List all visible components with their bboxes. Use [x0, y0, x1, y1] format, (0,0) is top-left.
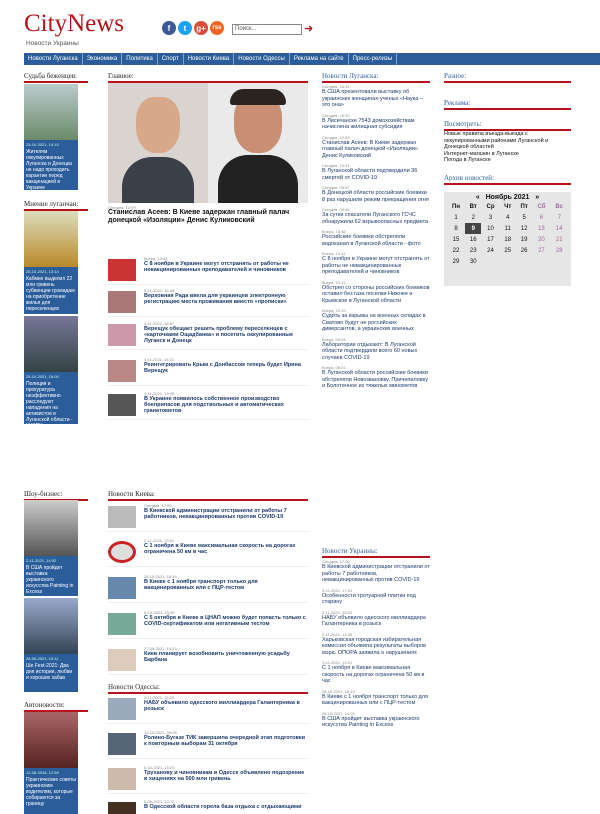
- feed-date: Сегодня, 17:05: [322, 559, 350, 564]
- feed-item[interactable]: [322, 163, 430, 181]
- weekday-label: Вс: [555, 203, 564, 210]
- news-date: 5-09-2021, 12:12: [144, 799, 175, 804]
- news-photo: [24, 84, 78, 140]
- card-date: 25-10-2021, 13:14: [26, 269, 59, 274]
- card-date: 25-10-2021, 14:10: [26, 142, 59, 147]
- news-thumb: [108, 613, 136, 635]
- calendar-day[interactable]: 4: [506, 214, 510, 221]
- news-date: 5-10-2021, 15:39: [144, 610, 175, 615]
- nav-item-lugansk[interactable]: Новости Луганска: [24, 53, 83, 65]
- calendar-day[interactable]: 19: [520, 236, 528, 243]
- card-date: 2-11-2021, 14:02: [26, 558, 57, 563]
- feed-item[interactable]: [322, 689, 430, 707]
- news-text: Верещук обещает решить проблему переселенцев с «карточками Ощадбанка» и посетить оккупированные Луганск и Донецк: [144, 326, 294, 344]
- feed-text: В США пройдет выставка украинского искусства Painting in Excess: [322, 715, 420, 728]
- news-date: 4-11-2021, 13:09: [144, 391, 175, 396]
- show-card-1[interactable]: [24, 500, 78, 596]
- calendar-day[interactable]: 26: [520, 247, 528, 254]
- news-date: Вчера, 13:53: [144, 256, 168, 261]
- visit-title: Посмотреть:: [444, 120, 571, 131]
- show-card-2[interactable]: [24, 598, 78, 692]
- calendar-prev-button[interactable]: «: [475, 194, 480, 201]
- news-text: Верховная Рада ввела для украинцев электронную регистрацию места проживания вместо «прописки»: [144, 293, 287, 305]
- feed-date: Вчера, 08:21: [322, 365, 346, 370]
- lugansk-title: Новости Луганска:: [322, 72, 430, 83]
- news-text: С 8 ноября в Украине могут отстранять от работы не невакцинированных преподавателей и чиновников: [144, 261, 289, 273]
- search-arrow-icon[interactable]: ➜: [304, 23, 314, 35]
- rss-icon[interactable]: rss: [210, 21, 224, 35]
- feed-item[interactable]: [322, 185, 430, 203]
- feed-text: Обстрел со стороны российских боевиков оставил без газа поселки Нижнее и Крымское в Луганской области: [322, 284, 430, 304]
- news-thumb: [108, 698, 136, 720]
- news-text: Киев планирует возобновить уничтоженную усадьбу Барбана: [144, 651, 290, 663]
- feed-item[interactable]: [322, 588, 430, 606]
- calendar-day[interactable]: 7: [557, 214, 561, 221]
- feed-item[interactable]: [322, 251, 430, 276]
- feed-text: Харьковская городская избирательная комиссия объявила результаты выборов мэра. ОПОРА заявила о нарушениях: [322, 636, 426, 656]
- archive-calendar: [444, 192, 571, 286]
- feed-text: НАБУ объявило одесского миллиардера Галантерника в розыск: [322, 614, 426, 627]
- news-thumb: [108, 360, 136, 382]
- calendar-day[interactable]: 1: [454, 214, 458, 221]
- weekday-label: Ср: [486, 203, 495, 210]
- news-text: В Киеве с 1 ноября транспорт только для вакцинированных или с ПЦР-тестом: [144, 579, 258, 591]
- news-item[interactable]: [108, 694, 308, 724]
- feed-date: Сегодня, 09:57: [322, 185, 350, 190]
- feed-text: В Луганской области российские боевики обстреляли Новозвановку, Причепиловку и Болотенное из тяжелых минометов: [322, 370, 428, 389]
- calendar-day[interactable]: 17: [487, 236, 494, 243]
- news-item[interactable]: [108, 287, 308, 317]
- calendar-day[interactable]: 10: [487, 225, 494, 232]
- nav-item-press[interactable]: Пресс-релизы: [349, 53, 397, 65]
- feed-date: 1-11-2021, 13:01: [322, 660, 353, 665]
- weekday-label: Вт: [469, 203, 477, 210]
- feed-date: Вчера, 10:19: [322, 308, 346, 313]
- feed-text: Российские боевики обстреляли водоканал в Луганской области - фото: [322, 234, 421, 247]
- news-item[interactable]: [108, 609, 308, 639]
- portrait-right: [208, 83, 308, 203]
- news-text: С 1 ноября в Киеве максимальная скорость на дорогах ограничена 50 км в час: [144, 543, 296, 555]
- feed-text: Станислав Асеев: В Киеве задержан главный палач донецкой «Изоляции» Денис Куликовский: [322, 139, 418, 159]
- feed-item[interactable]: [322, 280, 430, 305]
- card-date: 26-06-2021, 10:11: [26, 656, 59, 661]
- news-photo: [24, 598, 78, 654]
- news-photo: [24, 500, 78, 556]
- feed-date: Вчера, 15:46: [322, 229, 346, 234]
- calendar-day[interactable]: 5: [522, 214, 526, 221]
- calendar-day[interactable]: 28: [555, 247, 563, 254]
- feed-date: 26-10-2021, 14:02: [322, 710, 355, 716]
- calendar-day[interactable]: 18: [504, 236, 512, 243]
- calendar-day[interactable]: 30: [469, 258, 477, 265]
- lugansk-feed: [322, 84, 430, 542]
- calendar-day-today[interactable]: 9: [465, 223, 481, 234]
- news-item[interactable]: [108, 537, 308, 567]
- nav-item-odesa[interactable]: Новости Одессы: [234, 53, 290, 65]
- refugees-card[interactable]: [24, 84, 78, 190]
- calendar-day[interactable]: 13: [538, 225, 545, 232]
- kyiv-title: Новости Киева:: [108, 490, 308, 501]
- feed-date: Сегодня, 16:20: [322, 112, 350, 118]
- calendar-day[interactable]: 8: [454, 225, 458, 232]
- opinion-card-1[interactable]: [24, 211, 78, 314]
- news-date: 4-11-2021, 18:57: [144, 321, 175, 326]
- lead-headline[interactable]: Станислав Асеев: В Киеве задержан главный палач донецкой «Изоляции» Денис Куликовский: [108, 209, 290, 224]
- news-text: Труханову и чиновникам в Одессе объявлено подозрение в хищениях на 500 млн гривень: [144, 770, 305, 782]
- feed-text: За сутки спасатели Луганского ГСЧС обнаружили 62 взрывоопасных предмета: [322, 212, 429, 225]
- news-text: Реинтегрировать Крым с Донбассом теперь будет Ирина Верещук: [144, 362, 301, 374]
- calendar-day[interactable]: 24: [487, 247, 494, 254]
- news-date: 2-11-2021, 13:01: [144, 538, 175, 543]
- nav-item-economy[interactable]: Экономика: [83, 53, 123, 65]
- site-tagline: Новости Украины: [26, 40, 79, 47]
- news-item[interactable]: [108, 255, 308, 285]
- card-date: 25-10-2021, 16:00: [26, 374, 59, 379]
- news-text: В Киевской администрации отстранили от работы 7 работников, невакцинированных против COVID-19: [144, 508, 287, 520]
- card-text: Полиция и прокуратура неэффективно расследуют нападения на активистов в Луганской области - УКСПЧ: [26, 381, 73, 429]
- feed-date: 3-11-2021, 17:00: [322, 587, 353, 593]
- archive-title: Архив новостей:: [444, 174, 571, 185]
- feed-date: Сегодня, 12:09: [322, 134, 350, 140]
- feed-item[interactable]: [322, 135, 430, 160]
- feed-text: Лаборатории отдыхают: В Луганской области подтвердили всего 60 новых случаев COVID-19: [322, 341, 418, 361]
- news-photo: [24, 712, 78, 768]
- visit-link[interactable]: Интернет-магазин в Луганске: [444, 150, 519, 157]
- feed-date: 2-11-2021, 14:35: [322, 631, 353, 637]
- news-date: 4-11-2021, 14:21: [144, 357, 175, 362]
- feed-text: Судить за взрывы на военных складах в Сватово будут не российских диверсантов, а украинских военных: [322, 313, 426, 332]
- twitter-icon[interactable]: t: [178, 21, 192, 35]
- feed-item[interactable]: [322, 337, 430, 362]
- news-photo: [24, 316, 78, 372]
- news-thumb: [108, 802, 136, 814]
- feed-item[interactable]: [322, 365, 430, 390]
- news-item[interactable]: [108, 798, 308, 814]
- calendar-day[interactable]: 29: [452, 258, 460, 265]
- calendar-day[interactable]: 25: [504, 247, 512, 254]
- news-thumb: [108, 768, 136, 790]
- lead-date: Сегодня, 12:09: [108, 205, 136, 210]
- feed-text: С 1 ноября в Киеве максимальная скорость на дорогах ограничена 50 км в час: [322, 665, 425, 684]
- news-thumb: [108, 259, 136, 281]
- feed-text: В Лисичанске 7543 домохозяйствам начислена жилищная субсидия: [322, 117, 415, 130]
- feed-date: Вчера, 13:31: [322, 251, 346, 256]
- calendar-day[interactable]: 12: [520, 225, 528, 232]
- feed-date: Сегодня, 09:54: [322, 207, 350, 212]
- news-thumb: [108, 394, 136, 416]
- calendar-day[interactable]: 2: [471, 214, 475, 221]
- news-thumb: [108, 506, 136, 528]
- news-thumb: [108, 577, 136, 599]
- calendar-day: [481, 256, 499, 267]
- lead-photo[interactable]: [108, 83, 308, 203]
- feed-text: В Донецкой области российские боевики 8 раз нарушили режим прекращения огня: [322, 190, 429, 203]
- main-nav: [24, 53, 600, 65]
- opinion-title: Мнение луганчан:: [24, 200, 88, 211]
- feed-text: В Киевской администрации отстранили от работы 7 работников, невакцинированных против COVID-19: [322, 564, 430, 583]
- portrait-left: [108, 83, 208, 203]
- weekday-label: Сб: [537, 203, 546, 210]
- news-item[interactable]: [108, 573, 308, 603]
- feed-date: Сегодня, 10:31: [322, 163, 350, 168]
- feed-item[interactable]: [322, 632, 430, 657]
- misc-title: Разное:: [444, 72, 571, 83]
- calendar-day[interactable]: 21: [555, 236, 563, 243]
- feed-item[interactable]: [322, 207, 430, 225]
- news-item[interactable]: [108, 356, 308, 386]
- feed-item[interactable]: [322, 113, 430, 131]
- speed-limit-icon: [108, 541, 136, 563]
- news-thumb: [108, 291, 136, 313]
- feed-date: 28-10-2021, 18:19: [322, 688, 355, 694]
- social-links: [162, 21, 224, 35]
- feed-text: В США презентовали выставку об украинских женщинах-ученых «Наука – это она»: [322, 89, 423, 108]
- calendar-next-button[interactable]: »: [535, 194, 540, 201]
- visit-link[interactable]: Погода в Луганске: [444, 157, 491, 163]
- calendar-month: Ноябрь 2021: [485, 194, 530, 201]
- main-title: Главное:: [108, 72, 308, 83]
- calendar-day[interactable]: 20: [538, 236, 545, 243]
- feed-item[interactable]: [322, 711, 430, 729]
- news-item[interactable]: [108, 764, 308, 794]
- news-thumb: [108, 733, 136, 755]
- card-text: Жителям оккупированных Луганска и Донецка не надо проходить карантин перед вакцинацией в Украине: [26, 149, 72, 191]
- feed-text: В Луганской области подтвердили 36 смертей от COVID-19: [322, 168, 418, 181]
- calendar-day[interactable]: 27: [538, 247, 545, 254]
- calendar-day[interactable]: 3: [488, 214, 493, 221]
- calendar-day: [500, 256, 516, 267]
- news-date: Сегодня, 17:05: [144, 503, 172, 508]
- feed-date: Вчера, 09:43: [322, 336, 346, 342]
- search-input[interactable]: Поиск...: [232, 24, 302, 35]
- news-text: В Украине появилось собственное производство боеприпасов для подствольных и автоматических гранатометов: [144, 396, 284, 414]
- news-photo: [24, 211, 78, 267]
- feed-date: Вчера, 10:21: [322, 279, 346, 285]
- ads-title: Реклама:: [444, 99, 571, 110]
- feed-item[interactable]: [322, 229, 430, 247]
- calendar-day: [551, 256, 569, 267]
- news-item[interactable]: [108, 645, 308, 675]
- weekday-label: Пн: [452, 203, 460, 210]
- visit-links: [444, 131, 571, 164]
- feed-item[interactable]: [322, 308, 430, 333]
- nav-item-kyiv[interactable]: Новости Киева: [184, 53, 235, 65]
- news-item[interactable]: [108, 729, 308, 759]
- calendar-header: [444, 194, 571, 201]
- news-text: В Одесской области горела база отдыха с отдыхающими: [144, 804, 302, 810]
- feed-item[interactable]: [322, 660, 430, 685]
- feed-text: В Киеве с 1 ноября транспорт только для вакцинированных или с ПЦР-тестом: [322, 693, 428, 706]
- feed-date: 3-11-2021, 15:20: [322, 609, 353, 615]
- opinion-card-2[interactable]: [24, 316, 78, 429]
- odesa-title: Новости Одессы:: [108, 683, 308, 694]
- nav-item-politics[interactable]: Политика: [122, 53, 158, 65]
- ukraine-feed: [322, 559, 430, 814]
- card-text: В США пройдет выставка украинского искусства Painting in Excess: [26, 565, 74, 595]
- refugees-title: Судьба беженцев:: [24, 72, 88, 83]
- news-date: 6-10-2021, 15:20: [144, 765, 175, 770]
- news-text: Ролино-Бугазе ТИК завершила очередной этап подготовки к повторным выборам 31 октября: [144, 735, 306, 747]
- calendar-day: [516, 256, 533, 267]
- feed-item[interactable]: [322, 84, 430, 109]
- weekday-label: Пт: [520, 203, 528, 210]
- news-thumb: [108, 649, 136, 671]
- nav-item-advertising[interactable]: Реклама на сайте: [290, 53, 349, 65]
- facebook-icon[interactable]: f: [162, 21, 176, 35]
- visit-link[interactable]: Новые правила въезда-выезда с оккупированными районами Луганской и Донецкой областей: [444, 131, 549, 150]
- news-item[interactable]: [108, 502, 308, 532]
- card-text: Кабмин выделил 22 млн гривень субвенции громадам на приобретение жилья для переселенцев: [26, 276, 75, 312]
- calendar-day: [532, 256, 550, 267]
- news-date: 3-11-2021, 15:20: [144, 695, 175, 700]
- card-text: Практические советы украинским водителям, которые собираются за границу: [26, 777, 76, 807]
- news-date: 27-09-2021, 15:53: [144, 646, 177, 651]
- feed-text: С 8 ноября в Украине могут отстранять от работы не невакцинированных преподавателей и чиновников: [322, 256, 430, 275]
- show-title: Шоу-бизнес:: [24, 490, 88, 501]
- news-thumb: [108, 324, 136, 346]
- calendar-day[interactable]: 23: [469, 247, 477, 254]
- calendar-day[interactable]: 6: [539, 214, 544, 221]
- feed-date: Сегодня, 16:34: [322, 84, 350, 89]
- news-date: 28-10-2021, 18:19: [144, 574, 177, 579]
- auto-title: Автоновости:: [24, 701, 88, 712]
- card-date: 12-08-2016, 12:59: [26, 770, 59, 775]
- news-date: 5-11-2021, 15:48: [144, 288, 175, 293]
- calendar-day[interactable]: 11: [504, 225, 511, 232]
- header: [24, 10, 584, 50]
- card-text: Ше Fest-2021: Два дня истории, любви и хороших забав: [26, 663, 73, 681]
- calendar-day[interactable]: 16: [469, 236, 477, 243]
- google-plus-icon[interactable]: g+: [194, 21, 208, 35]
- news-item[interactable]: [108, 320, 308, 350]
- news-item[interactable]: [108, 390, 308, 420]
- nav-item-sport[interactable]: Спорт: [158, 53, 184, 65]
- feed-item[interactable]: [322, 610, 430, 628]
- calendar-day[interactable]: 14: [555, 225, 563, 232]
- calendar-grid: [447, 201, 568, 267]
- feed-item[interactable]: [322, 559, 430, 584]
- news-text: НАБУ объявило одесского миллиардера Галантерника в розыск: [144, 700, 300, 712]
- weekday-label: Чт: [504, 203, 512, 210]
- news-date: 12-10-2021, 09:05: [144, 730, 177, 735]
- feed-text: Особенности тротуарной плитки под старину: [322, 592, 416, 605]
- calendar-day[interactable]: 15: [452, 236, 460, 243]
- news-text: С 5 октября в Киеве в ЦНАП можно будет попасть только с COVID-сертификатом или негативным тестом: [144, 615, 306, 627]
- calendar-day[interactable]: 22: [452, 247, 460, 254]
- ukraine-title: Новости Украины:: [322, 547, 430, 558]
- auto-card[interactable]: [24, 712, 78, 814]
- site-logo[interactable]: CityNews: [24, 10, 124, 37]
